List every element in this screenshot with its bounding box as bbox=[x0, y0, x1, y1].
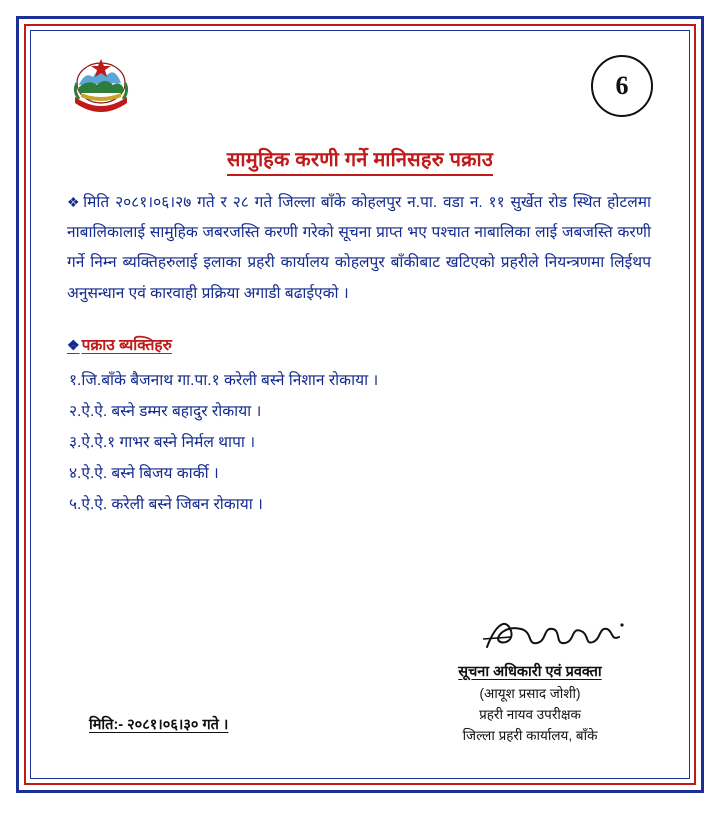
signatory-name: (आयूश प्रसाद जोशी) bbox=[479, 686, 581, 701]
diamond-bullet-icon: ❖ bbox=[67, 194, 82, 210]
page-title: सामुहिक करणी गर्ने मानिसहरु पक्राउ bbox=[227, 145, 493, 176]
list-item: १.जि.बाँके बैजनाथ गा.पा.१ करेली बस्ने निशान रोकाया । bbox=[69, 371, 379, 389]
list-item: ४.ऐ.ऐ. बस्ने बिजय कार्की । bbox=[69, 464, 219, 482]
notice-paragraph-text: मिति २०८१।०६।२७ गते र २८ गते जिल्ला बाँके कोहलपुर न.पा. वडा न. ११ सुर्खेत रोड स्थित होटलमा नाबालिकालाई सामुहिक जबरजस्ति करणी गरेको सूचना प्राप्त भए पश्चात नाबालिका लाई जबजस्ति करणी गर्ने निम्न ब्यक्तिहरुलाई इलाका प्रहरी कार्यालय कोहलपुर बाँकीबाट खटिएको प्रहरीले नियन्त्रणमा लिईथप अनुसन्धान एवं कारवाही प्रक्रिया अगाडी बढाईएको । bbox=[67, 194, 651, 302]
page-number-badge: 6 bbox=[591, 55, 653, 117]
list-item: ५.ऐ.ऐ. करेली बस्ने जिबन रोकाया । bbox=[69, 495, 263, 513]
signatory-office: जिल्ला प्रहरी कार्यालय, बाँके bbox=[462, 728, 598, 743]
arrested-persons-list bbox=[53, 365, 667, 520]
title-wrap bbox=[53, 145, 667, 176]
issue-date: मिति:- २०८१।०६।३० गते । bbox=[89, 717, 229, 733]
signature-block bbox=[405, 611, 655, 744]
nepal-government-emblem-icon bbox=[71, 53, 131, 119]
document-content bbox=[31, 31, 689, 778]
decorative-border-inner bbox=[30, 30, 690, 779]
decorative-border-outer bbox=[16, 16, 704, 793]
signatory-rank: प्रहरी नायव उपरीक्षक bbox=[479, 707, 581, 722]
handwritten-signature-icon bbox=[405, 611, 655, 659]
arrested-section-heading-text: पक्राउ ब्यक्तिहरु bbox=[81, 336, 172, 354]
arrested-section-heading bbox=[53, 333, 667, 355]
list-item: २.ऐ.ऐ. बस्ने डम्मर बहादुर रोकाया । bbox=[69, 402, 262, 420]
diamond-bullet-icon-2: ❖ bbox=[67, 336, 80, 353]
notice-paragraph bbox=[53, 188, 667, 309]
header-row bbox=[53, 45, 667, 131]
decorative-border-middle bbox=[24, 24, 696, 785]
signatory-role: सूचना अधिकारी एवं प्रवक्ता bbox=[458, 664, 602, 680]
list-item: ३.ऐ.ऐ.१ गाभर बस्ने निर्मल थापा । bbox=[69, 433, 256, 451]
